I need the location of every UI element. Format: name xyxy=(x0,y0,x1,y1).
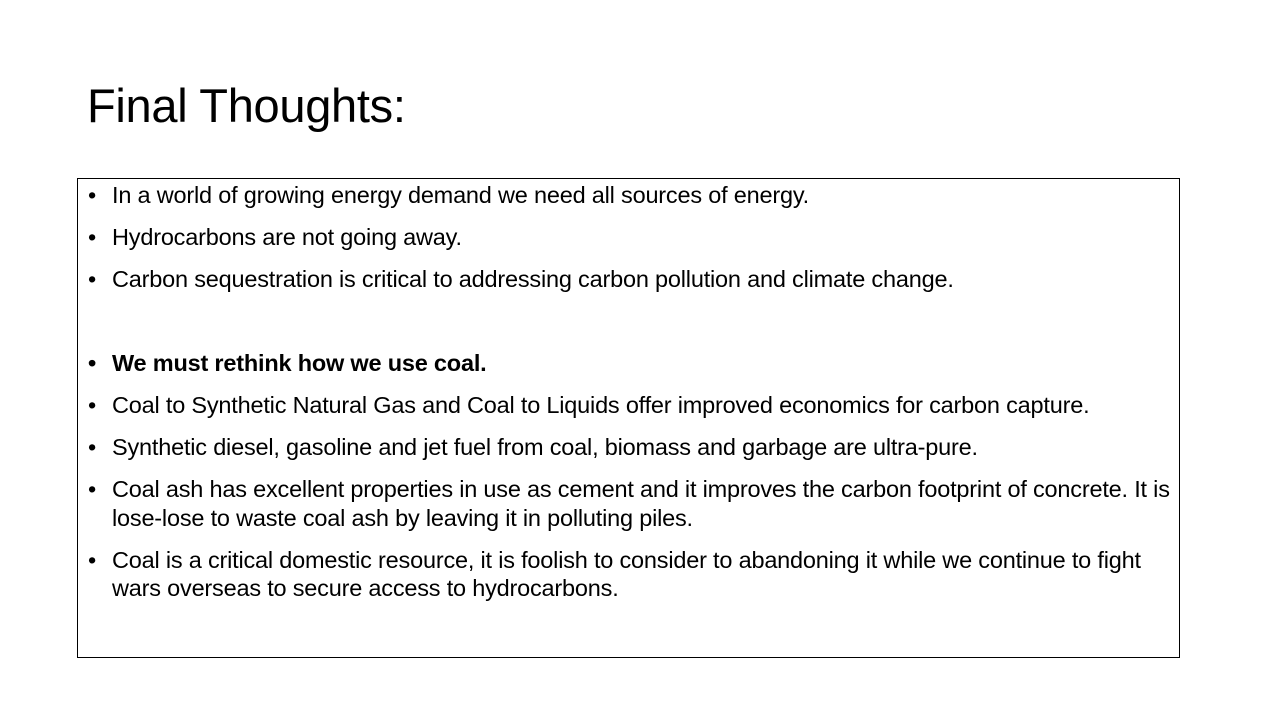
content-box xyxy=(77,178,1180,658)
bullet-text: Coal ash has excellent properties in use as cement and it improves the carbon footprint of concrete. It is lose-lose to waste coal ash by leaving it in polluting piles. xyxy=(112,476,1170,531)
bullet-item xyxy=(88,265,1171,294)
bullet-text: In a world of growing energy demand we need all sources of energy. xyxy=(112,182,809,208)
bullet-icon: • xyxy=(88,546,97,573)
slide-title: Final Thoughts: xyxy=(87,79,406,132)
bullet-icon: • xyxy=(88,266,97,292)
bullet-spacer xyxy=(88,307,1171,336)
bullet-icon: • xyxy=(88,476,97,502)
bullet-icon: • xyxy=(88,350,97,376)
bullet-text: Hydrocarbons are not going away. xyxy=(112,224,462,250)
bullet-icon: • xyxy=(88,182,97,208)
bullet-text: Synthetic diesel, gasoline and jet fuel from coal, biomass and garbage are ultra-pure. xyxy=(112,434,978,460)
bullet-text: Carbon sequestration is critical to addressing carbon pollution and climate change. xyxy=(112,266,954,292)
bullet-item xyxy=(88,223,1171,252)
bullet-item xyxy=(88,475,1171,532)
bullet-item xyxy=(88,433,1171,462)
bullet-item xyxy=(88,546,1171,603)
bullet-text: Coal is a critical domestic resource, it is foolish to consider to abandoning it while we continue to fight wars overseas to secure access to hydrocarbons. xyxy=(112,546,1141,601)
bullet-list xyxy=(88,181,1171,603)
bullet-text: We must rethink how we use coal. xyxy=(112,350,487,376)
bullet-item xyxy=(88,181,1171,210)
bullet-item xyxy=(88,391,1171,420)
bullet-icon: • xyxy=(88,224,97,250)
bullet-item-emphasis xyxy=(88,349,1171,378)
bullet-icon: • xyxy=(88,392,97,418)
bullet-icon: • xyxy=(88,434,97,460)
bullet-text: Coal to Synthetic Natural Gas and Coal to Liquids offer improved economics for carbon capture. xyxy=(112,392,1090,418)
